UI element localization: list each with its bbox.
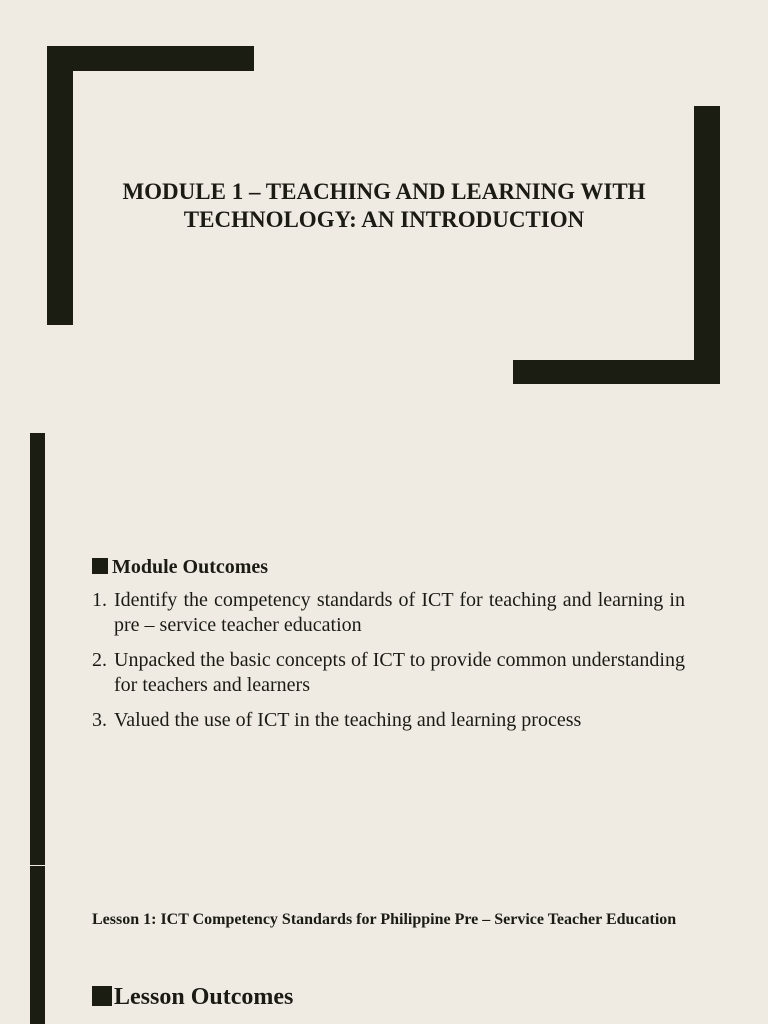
slide-accent-bar — [30, 433, 45, 865]
list-item-number: 1. — [92, 589, 107, 611]
frame-bottom-right-horizontal — [513, 360, 720, 384]
lesson-title: Lesson 1: ICT Competency Standards for Philippine Pre – Service Teacher Education — [92, 911, 677, 928]
bullet-square-icon — [92, 986, 112, 1006]
module-title: MODULE 1 – TEACHING AND LEARNING WITH TECHNOLOGY: AN INTRODUCTION — [122, 179, 646, 232]
module-outcomes-list — [92, 588, 685, 743]
list-item-text: Unpacked the basic concepts of ICT to provide common understanding for teachers and learners — [114, 649, 685, 696]
module-outcomes-label: Module Outcomes — [112, 556, 269, 578]
list-item — [92, 588, 685, 638]
list-item-text: Valued the use of ICT in the teaching and learning process — [114, 709, 582, 731]
list-item-text: Identify the competency standards of ICT for teaching and learning in pre – service teacher education — [114, 589, 685, 636]
list-item — [92, 708, 685, 733]
lesson-outcomes-label: Lesson Outcomes — [114, 984, 294, 1010]
list-item-number: 3. — [92, 709, 107, 731]
frame-top-left-vertical — [47, 46, 73, 325]
module-outcomes-heading — [92, 554, 685, 580]
frame-top-left-horizontal — [47, 46, 254, 71]
bullet-square-icon — [92, 558, 108, 574]
list-item-number: 2. — [92, 649, 107, 671]
list-item — [92, 648, 685, 698]
lesson-outcomes-heading — [92, 982, 685, 1012]
slide-accent-bar — [30, 866, 45, 1024]
frame-bottom-right-vertical — [694, 106, 720, 384]
